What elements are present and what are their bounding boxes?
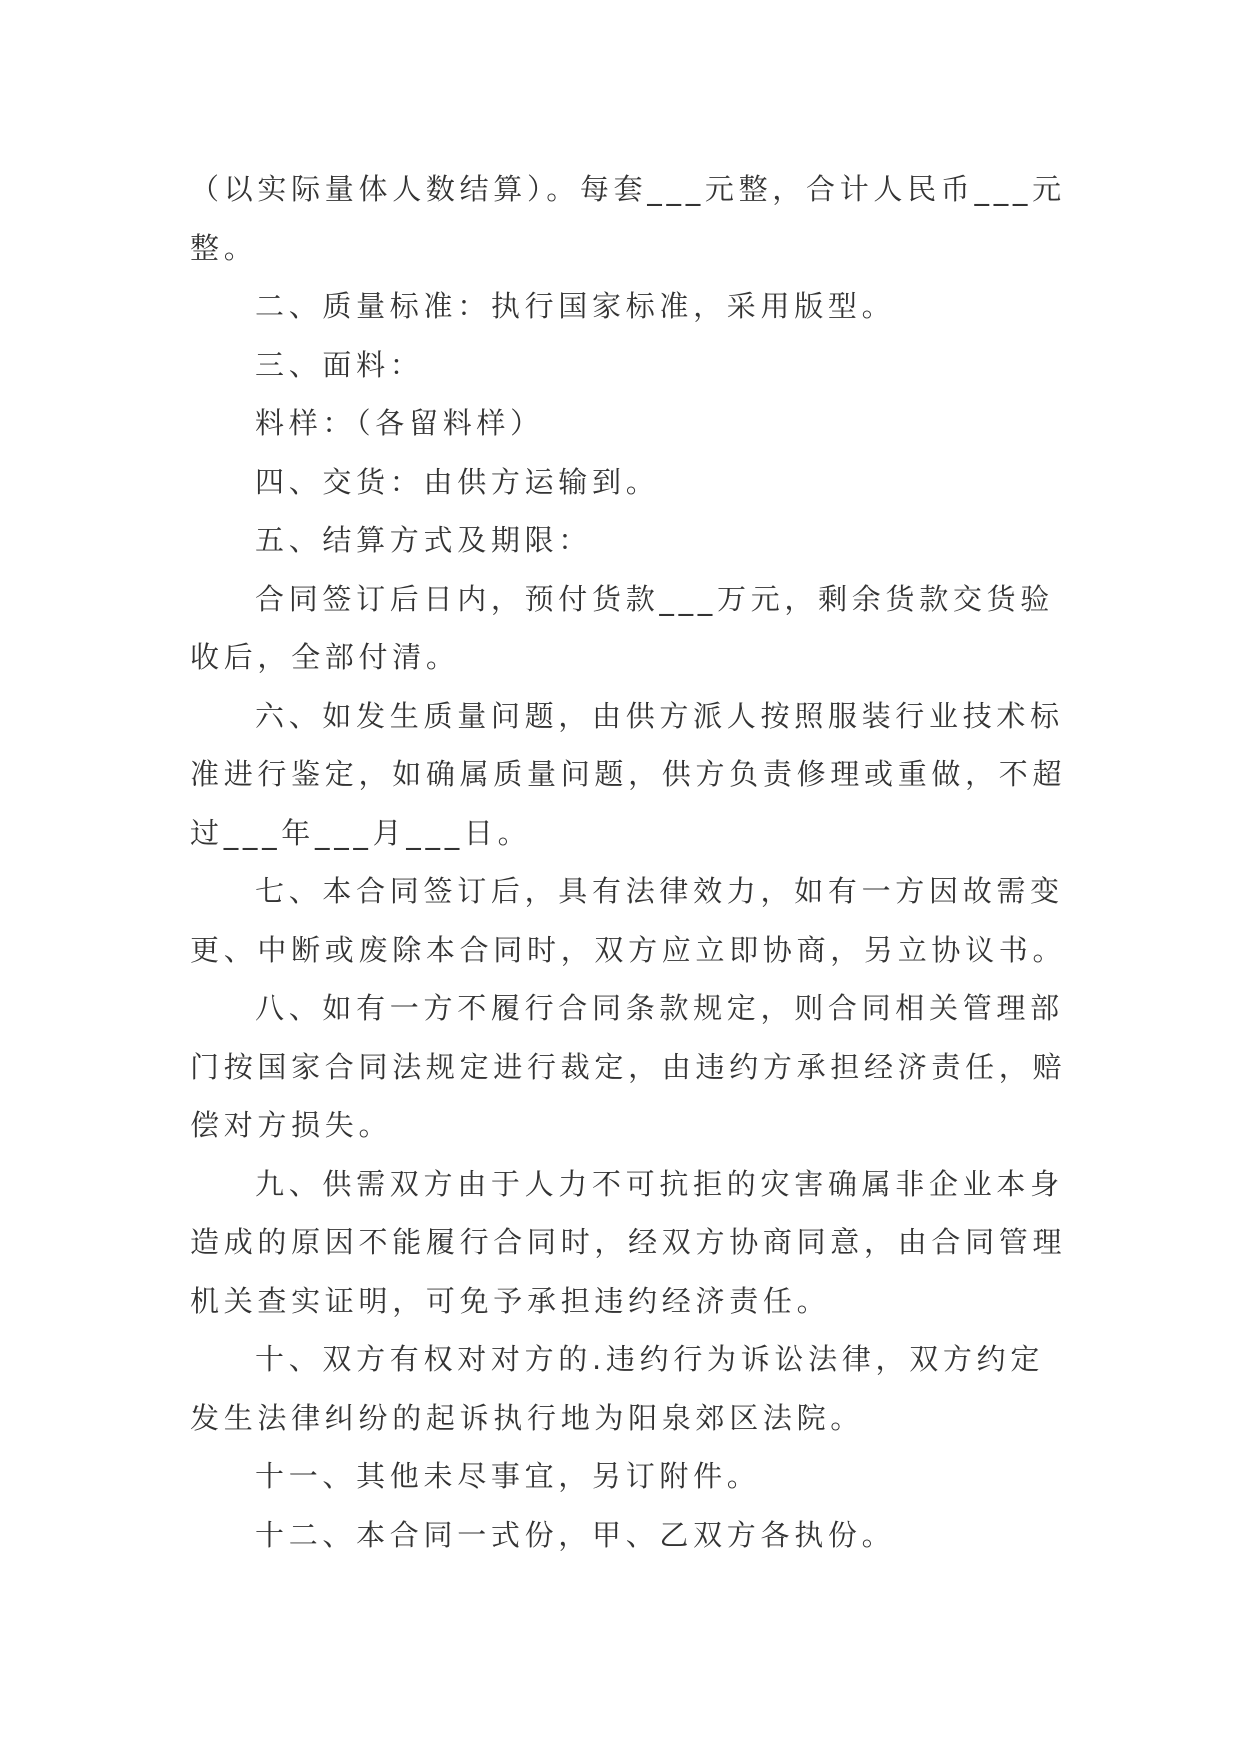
clause-10-litigation: 十、双方有权对对方的.违约行为诉讼法律，双方约定: [255, 1342, 1045, 1376]
document-body: [190, 160, 1070, 1564]
clause-6-quality-issues: 过___年___月___日。: [190, 815, 532, 850]
clause-5-settlement-text: 合同签订后日内，预付货款___万元，剩余货款交货验: [255, 581, 1055, 616]
clause-10-litigation: 发生法律纠纷的起诉执行地为阳泉郊区法院。: [190, 1400, 865, 1435]
clause-2-quality-standard: 二、质量标准：执行国家标准，采用版型。: [255, 289, 896, 323]
clause-9-force-majeure: 机关查实证明，可免予承担违约经济责任。: [190, 1283, 831, 1318]
fabric-samples: 料样：（各留料样）: [255, 406, 544, 440]
clause-1-continuation: （以实际量体人数结算）。每套___元整，合计人民币___元: [190, 172, 1066, 206]
clause-3-fabric: 三、面料：: [255, 347, 424, 382]
clause-5-settlement-heading: 五、结算方式及期限：: [255, 523, 593, 557]
clause-11-other-matters: 十一、其他未尽事宜，另订附件。: [255, 1459, 761, 1493]
clause-5-settlement-text: 收后，全部付清。: [190, 640, 460, 674]
clause-9-force-majeure: 九、供需双方由于人力不可抗拒的灾害确属非企业本身: [255, 1166, 1064, 1201]
clause-6-quality-issues: 六、如发生质量问题，由供方派人按照服装行业技术标: [255, 698, 1064, 733]
clause-4-delivery: 四、交货：由供方运输到。: [255, 464, 660, 499]
clause-7-legal-effect: 更、中断或废除本合同时，双方应立即协商，另立协议书。: [190, 932, 1067, 967]
clause-12-copies: 十二、本合同一式份，甲、乙双方各执份。: [255, 1517, 896, 1552]
clause-9-force-majeure: 造成的原因不能履行合同时，经双方协商同意，由合同管理: [190, 1225, 1067, 1259]
clause-8-breach: 偿对方损失。: [190, 1108, 393, 1142]
clause-8-breach: 八、如有一方不履行合同条款规定，则合同相关管理部: [255, 991, 1064, 1025]
clause-7-legal-effect: 七、本合同签订后，具有法律效力，如有一方因故需变: [255, 874, 1064, 908]
clause-6-quality-issues: 准进行鉴定，如确属质量问题，供方负责修理或重做，不超: [190, 757, 1067, 791]
clause-8-breach: 门按国家合同法规定进行裁定，由违约方承担经济责任，赔: [190, 1049, 1067, 1084]
clause-1-continuation: 整。: [190, 230, 258, 265]
